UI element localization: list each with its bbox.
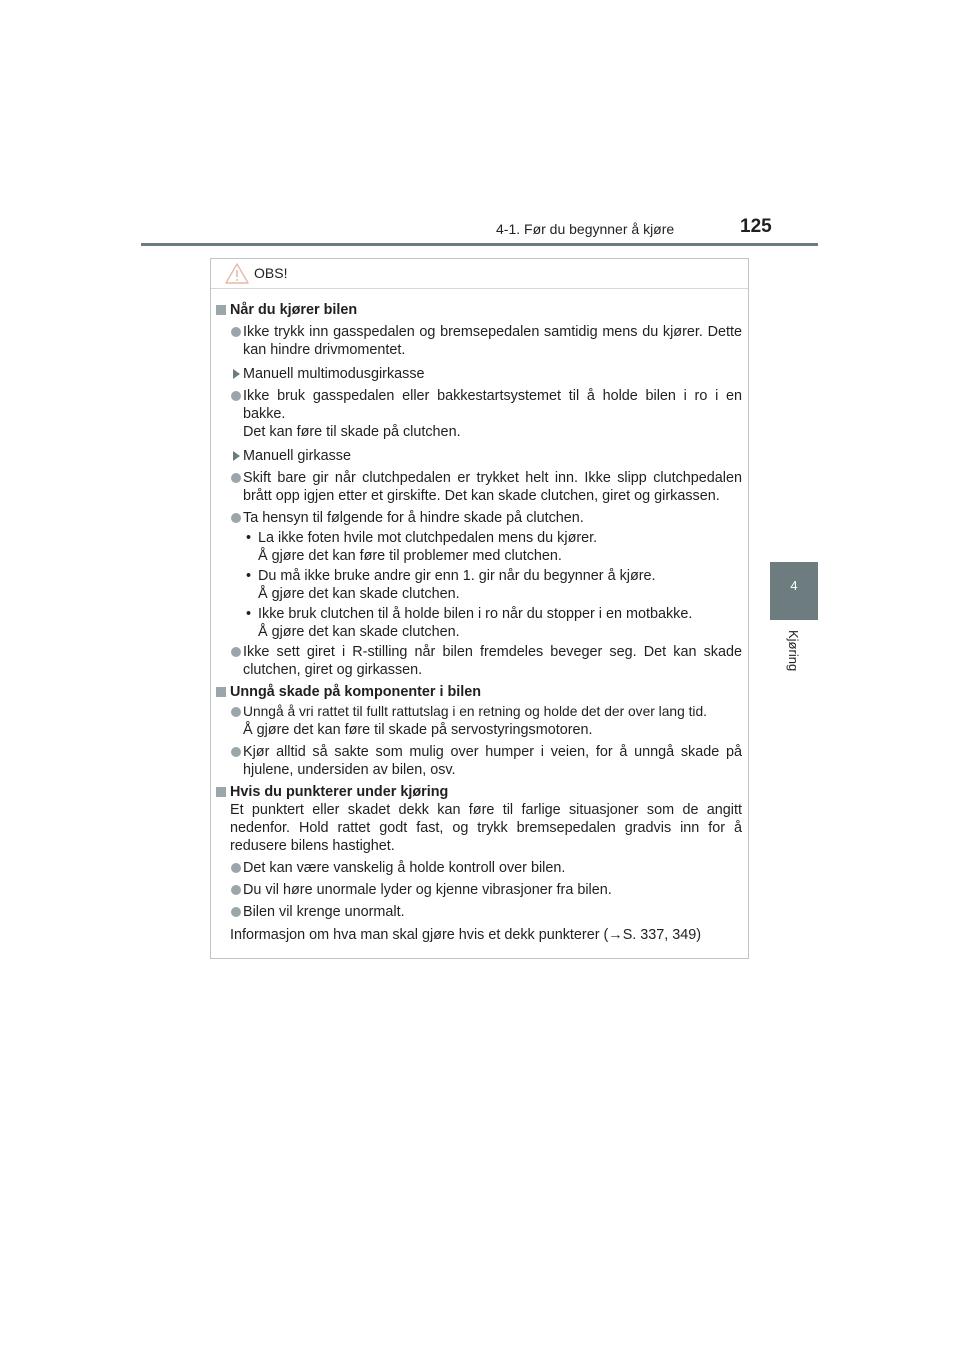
sub-list-item: • Du må ikke bruke andre gir enn 1. gir når du begynner å kjøre. Å gjøre det kan skade clutchen.: [246, 568, 656, 602]
list-item: Du vil høre unormale lyder og kjenne vibrasjoner fra bilen.: [216, 881, 742, 899]
arrow-right-icon: [233, 369, 240, 379]
paragraph: Et punktert eller skadet dekk kan føre til farlige situasjoner som de angitt nedenfor. Hold rattet godt fast, og trykk bremsepedalen gradvis inn for å redusere bilens hastighet.: [230, 802, 742, 854]
arrow-right-icon: [233, 451, 240, 461]
page-number: 125: [740, 216, 772, 237]
sub-list-item: • Ikke bruk clutchen til å holde bilen i ro når du stopper i en motbakke. Å gjøre det kan skade clutchen.: [246, 606, 693, 640]
sub-bullet-marker: •: [246, 606, 252, 622]
circle-bullet-icon: [231, 707, 241, 717]
list-item: Ikke sett giret i R-stilling når bilen fremdeles beveger seg. Det kan skade clutchen, giret og girkassen.: [216, 643, 742, 679]
list-item: Ikke trykk inn gasspedalen og bremsepedalen samtidig mens du kjører. Dette kan hindre drivmomentet.: [216, 323, 742, 359]
circle-bullet-icon: [231, 513, 241, 523]
sub-bullet-marker: •: [246, 568, 252, 584]
chapter-tab-number: 4: [790, 578, 798, 593]
list-item: Skift bare gir når clutchpedalen er trykket helt inn. Ikke slipp clutchpedalen brått opp igjen etter et girskifte. Det kan skade clutchen, giret og girkassen.: [216, 469, 742, 505]
circle-bullet-icon: [231, 647, 241, 657]
chapter-tab: [770, 562, 818, 620]
section-title: Unngå skade på komponenter i bilen: [216, 683, 742, 701]
list-item: Kjør alltid så sakte som mulig over humper i veien, for å unngå skade på hjulene, undersiden av bilen, osv.: [216, 743, 742, 779]
transmission-heading: Manuell multimodusgirkasse: [216, 365, 742, 383]
list-item: Unngå å vri rattet til fullt rattutslag i en retning og holde det der over lang tid. Å gjøre det kan føre til skade på servostyringsmotoren.: [216, 703, 742, 739]
warning-header: [211, 259, 748, 289]
transmission-heading: Manuell girkasse: [216, 447, 742, 465]
circle-bullet-icon: [231, 863, 241, 873]
list-item: Bilen vil krenge unormalt.: [216, 903, 742, 921]
list-item: Det kan være vanskelig å holde kontroll over bilen.: [216, 859, 742, 877]
circle-bullet-icon: [231, 391, 241, 401]
sub-bullet-marker: •: [246, 530, 252, 546]
circle-bullet-icon: [231, 747, 241, 757]
square-bullet-icon: [216, 305, 226, 315]
circle-bullet-icon: [231, 327, 241, 337]
circle-bullet-icon: [231, 473, 241, 483]
header-section-title: 4-1. Før du begynner å kjøre: [496, 221, 675, 237]
warning-box: [210, 258, 749, 959]
warning-triangle-icon: [225, 263, 249, 289]
header-rule: [141, 243, 818, 246]
list-item: Ikke bruk gasspedalen eller bakkestartsystemet til å holde bilen i ro i en bakke. Det kan føre til skade på clutchen.: [216, 387, 742, 441]
warning-title: OBS!: [254, 265, 288, 281]
sub-list-item: • La ikke foten hvile mot clutchpedalen mens du kjører. Å gjøre det kan føre til problemer med clutchen.: [246, 530, 598, 564]
section-title: Når du kjører bilen: [216, 301, 742, 319]
section-title: Hvis du punkterer under kjøring: [216, 783, 742, 801]
reference-note: Informasjon om hva man skal gjøre hvis et dekk punkterer (→S. 337, 349): [230, 927, 702, 943]
square-bullet-icon: [216, 687, 226, 697]
circle-bullet-icon: [231, 907, 241, 917]
square-bullet-icon: [216, 787, 226, 797]
warning-content: [211, 299, 748, 944]
circle-bullet-icon: [231, 885, 241, 895]
chapter-tab-label: Kjøring: [786, 630, 801, 672]
list-item: Ta hensyn til følgende for å hindre skade på clutchen.: [216, 509, 742, 527]
